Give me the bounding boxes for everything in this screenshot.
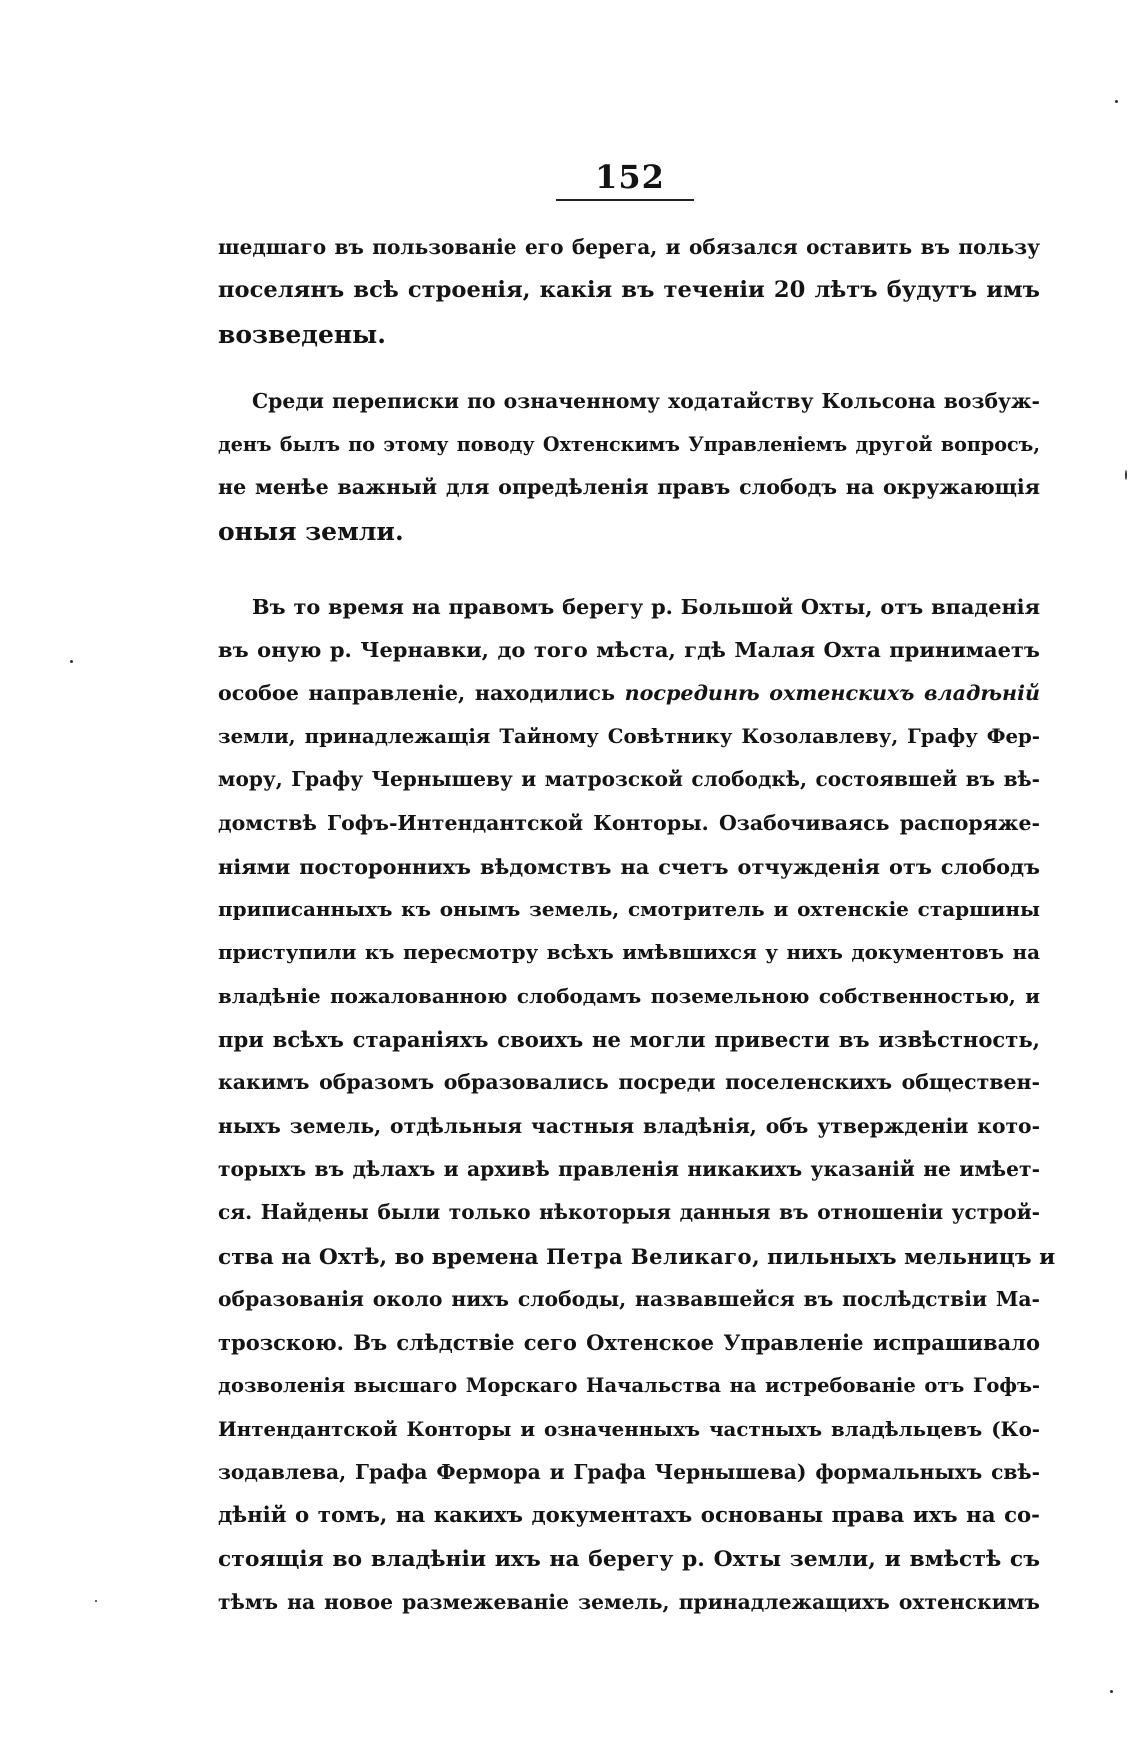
text-line: дѣній о томъ, на какихъ документахъ основаны права ихъ на со-: [218, 1503, 1040, 1529]
text-line: мору, Графу Чернышеву и матрозской слободкѣ, состоявшей въ вѣ-: [218, 767, 1040, 792]
text-line: образованія около нихъ слободы, назвавшейся въ послѣдствіи Ма-: [218, 1286, 1040, 1311]
scan-speck: [95, 1600, 97, 1602]
text-line: какимъ образомъ образовались посреди поселенскихъ обществен-: [218, 1070, 1040, 1095]
text-line: стоящія во владѣніи ихъ на берегу р. Охты земли, и вмѣстѣ съ: [218, 1545, 1040, 1572]
text-line: при всѣхъ стараніяхъ своихъ не могли привести въ извѣстность,: [218, 1027, 1040, 1053]
text-line: [218, 1235, 1056, 1278]
text-line: ніями постороннихъ вѣдомствъ на счетъ отчужденія отъ слободъ: [218, 853, 1040, 879]
text-run: особое направленіе, находились: [218, 680, 615, 705]
text-run: ства на Охтѣ, во времена: [218, 1244, 539, 1270]
scan-speck: [1125, 470, 1127, 480]
text-line: приступили къ пересмотру всѣхъ имѣвшихся у нихъ документовъ на: [218, 940, 1040, 965]
text-block: [218, 226, 1056, 1624]
paragraph-1: [218, 226, 1040, 356]
text-line: шедшаго въ пользованіе его берега, и обязался оставить въ пользу: [218, 235, 1040, 259]
text-line: трозскою. Въ слѣдствіе сего Охтенское Управленіе испрашивало: [218, 1330, 1040, 1356]
text-line: ся. Найдены были только нѣкоторыя данныя въ отношеніи устрой-: [218, 1200, 1040, 1225]
text-line: владѣніе пожалованною слободамъ поземельною собственностью, и: [218, 983, 1040, 1008]
paragraph-3: [218, 585, 1056, 1624]
text-line: оныя земли.: [218, 516, 404, 546]
text-run: , пильныхъ мельницъ и: [752, 1244, 1056, 1270]
text-line: ныхъ земель, отдѣльныя частныя владѣнія, объ утвержденіи кото-: [218, 1113, 1040, 1138]
paragraph-2: [218, 380, 1040, 553]
text-line: тѣмъ на новое размежеваніе земель, принадлежащихъ охтенскимъ: [218, 1589, 1040, 1614]
small-caps-name: Петра Великаго: [546, 1243, 753, 1269]
scan-speck: [1115, 100, 1118, 103]
text-line: Интендантской Конторы и означенныхъ частныхъ владѣльцевъ (Ко-: [218, 1416, 1040, 1441]
text-line: [218, 672, 1040, 715]
text-line: не менѣе важный для опредѣленія правъ слободъ на окружающія: [218, 475, 1040, 500]
text-line: Въ то время на правомъ берегу р. Большой Охты, отъ впаденія: [252, 594, 1040, 620]
scan-speck: [70, 660, 73, 663]
text-line: денъ былъ по этому поводу Охтенскимъ Управленіемъ другой вопросъ,: [218, 433, 1040, 457]
text-line: дозволенія высшаго Морскаго Начальства на истребованіе отъ Гофъ-: [218, 1374, 1040, 1398]
text-line: торыхъ въ дѣлахъ и архивѣ правленія никакихъ указаній не имѣет-: [218, 1156, 1040, 1181]
text-line: въ оную р. Чернавки, до того мѣста, гдѣ Малая Охта принимаетъ: [218, 637, 1040, 663]
text-line: домствѣ Гофъ-Интендантской Конторы. Озабочиваясь распоряже-: [218, 810, 1040, 835]
text-line: поселянъ всѣ строенія, какія въ теченіи 20 лѣтъ будутъ имъ: [218, 277, 1040, 304]
text-line: зодавлева, Графа Фермора и Графа Чернышева) формальныхъ свѣ-: [218, 1460, 1040, 1485]
text-line: Среди переписки по означенному ходатайству Кольсона возбуж-: [252, 388, 1040, 413]
text-line: земли, принадлежащія Тайному Совѣтнику Козолавлеву, Графу Фер-: [218, 723, 1040, 748]
italic-phrase: посрединѣ охтенскихъ владѣній: [624, 680, 1040, 705]
page-number-rule: [556, 199, 694, 201]
page-number: 152: [595, 158, 665, 196]
text-line: возведены.: [218, 319, 386, 349]
scan-speck: [1110, 1690, 1113, 1693]
text-line: приписанныхъ къ онымъ земель, смотритель и охтенскіе старшины: [218, 897, 1040, 922]
